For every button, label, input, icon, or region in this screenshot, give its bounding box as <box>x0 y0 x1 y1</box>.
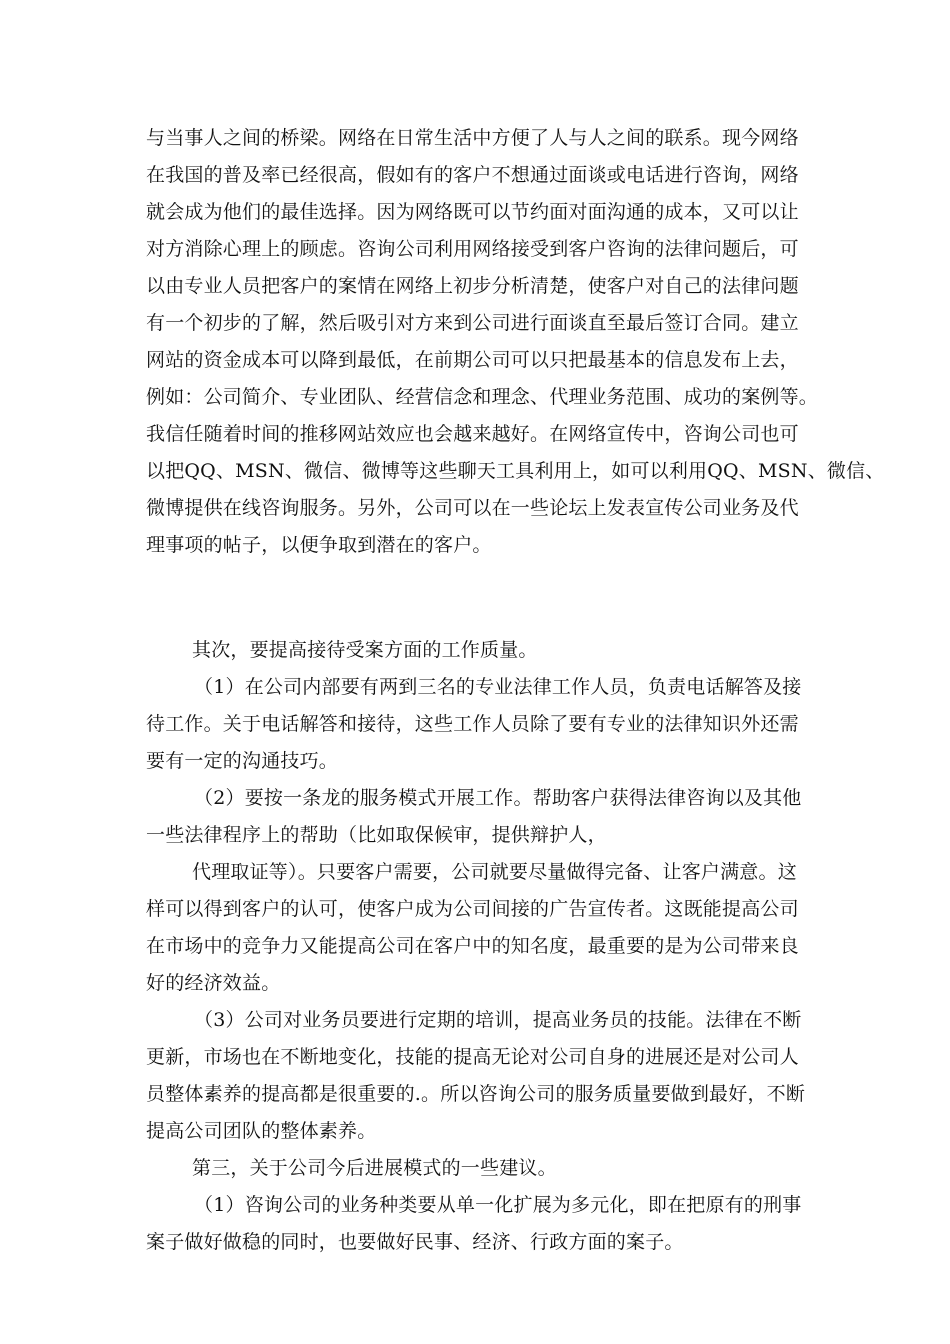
text-line: （1）在公司内部要有两到三名的专业法律工作人员，负责电话解答及接 <box>194 676 802 698</box>
text-line: 网站的资金成本可以降到最低，在前期公司可以只把最基本的信息发布上去， <box>146 349 799 371</box>
text-line: 以由专业人员把客户的案情在网络上初步分析清楚，使客户对自己的法律问题 <box>146 275 799 297</box>
section-heading-third: 第三，关于公司今后进展模式的一些建议。 <box>192 1157 557 1179</box>
text-line: （1）咨询公司的业务种类要从单一化扩展为多元化，即在把原有的刑事 <box>194 1194 802 1216</box>
text-line: （2）要按一条龙的服务模式开展工作。帮助客户获得法律咨询以及其他 <box>194 787 802 809</box>
text-line: 代理取证等）。只要客户需要，公司就要尽量做得完备、让客户满意。这 <box>192 861 797 883</box>
text-line: 更新，市场也在不断地变化，技能的提高无论对公司自身的进展还是对公司人 <box>146 1046 799 1068</box>
text-line: 好的经济效益。 <box>146 972 281 994</box>
section-heading-second: 其次，要提高接待受案方面的工作质量。 <box>192 639 538 661</box>
text-line: 在市场中的竞争力又能提高公司在客户中的知名度，最重要的是为公司带来良 <box>146 935 799 957</box>
text-line: 我信任随着时间的推移网站效应也会越来越好。在网络宣传中，咨询公司也可 <box>146 423 799 445</box>
text-line: 就会成为他们的最佳选择。因为网络既可以节约面对面沟通的成本，又可以让 <box>146 201 799 223</box>
text-line: 提高公司团队的整体素养。 <box>146 1120 377 1142</box>
text-line: 有一个初步的了解，然后吸引对方来到公司进行面谈直至最后签订合同。建立 <box>146 312 799 334</box>
text-line: 微博提供在线咨询服务。另外，公司可以在一些论坛上发表宣传公司业务及代 <box>146 497 799 519</box>
text-line: 案子做好做稳的同时，也要做好民事、经济、行政方面的案子。 <box>146 1231 684 1253</box>
text-line: 要有一定的沟通技巧。 <box>146 750 339 772</box>
text-line: 对方消除心理上的顾虑。咨询公司利用网络接受到客户咨询的法律问题后，可 <box>146 238 799 260</box>
text-line: 样可以得到客户的认可，使客户成为公司间接的广告宣传者。这既能提高公司 <box>146 898 799 920</box>
text-line: 一些法律程序上的帮助（比如取保候审，提供辩护人， <box>146 824 607 846</box>
text-line: 待工作。关于电话解答和接待，这些工作人员除了要有专业的法律知识外还需 <box>146 713 799 735</box>
text-line: 与当事人之间的桥梁。网络在日常生活中方便了人与人之间的联系。现今网络 <box>146 127 799 149</box>
text-line: 以把QQ、MSN、微信、微博等这些聊天工具利用上，如可以利用QQ、MSN、微信、 <box>146 460 885 482</box>
text-line: 理事项的帖子，以便争取到潜在的客户。 <box>146 534 492 556</box>
text-line: 例如：公司简介、专业团队、经营信念和理念、代理业务范围、成功的案例等。 <box>146 386 819 408</box>
text-line: 在我国的普及率已经很高，假如有的客户不想通过面谈或电话进行咨询，网络 <box>146 164 799 186</box>
text-line: 员整体素养的提高都是很重要的.。所以咨询公司的服务质量要做到最好，不断 <box>146 1083 806 1105</box>
text-line: （3）公司对业务员要进行定期的培训，提高业务员的技能。法律在不断 <box>194 1009 802 1031</box>
